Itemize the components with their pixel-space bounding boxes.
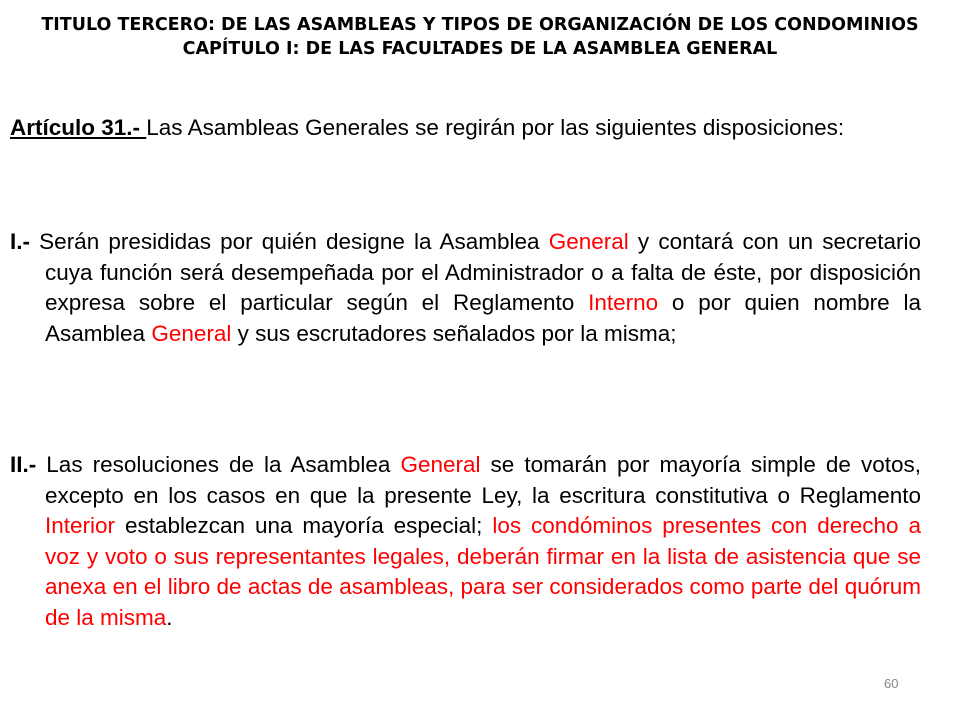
- article-label: Artículo 31.-: [10, 115, 147, 140]
- section-1-paragraph: [10, 227, 921, 349]
- section-2-paragraph: [10, 450, 921, 633]
- slide-title: [0, 13, 960, 61]
- section-1-text-c: o por quien nombre la Asamblea: [45, 290, 921, 346]
- section-1-highlight-c: General: [151, 320, 232, 346]
- section-1-text-d: y sus escrutadores señalados por la misma;: [231, 320, 677, 346]
- title-line-2: CAPÍTULO I: DE LAS FACULTADES DE LA ASAMBLEA GENERAL: [182, 39, 778, 59]
- section-1-highlight-b: Interno: [588, 290, 659, 315]
- article-31-paragraph: [10, 113, 921, 144]
- section-2-highlight-c: los condóminos presentes con derecho a voz y voto o sus representantes legales, deberán firmar en la lista de asistencia que se anexa en el libro de actas de asambleas, para ser considerados como parte del quórum de la misma: [45, 513, 921, 630]
- section-2-label: II.-: [10, 452, 47, 477]
- section-2-text-d: .: [166, 604, 173, 630]
- page-number: 60: [884, 676, 899, 691]
- article-text: Las Asambleas Generales se regirán por las siguientes disposiciones:: [146, 115, 845, 140]
- title-line-1: TITULO TERCERO: DE LAS ASAMBLEAS Y TIPOS DE ORGANIZACIÓN DE LOS CONDOMINIOS: [41, 15, 919, 35]
- section-2-text-a: Las resoluciones de la Asamblea: [46, 452, 401, 477]
- section-1-text-a: Serán presididas por quién designe la Asamblea: [39, 229, 549, 254]
- section-1-text-b: y contará con un secretario cuya función será desempeñada por el Administrador o a falta de éste, por disposición expresa sobre el particular según el Reglamento: [45, 229, 921, 315]
- section-2-text-c: establezcan una mayoría especial;: [115, 513, 493, 538]
- section-1-highlight-a: General: [548, 229, 629, 254]
- section-2-text-b: se tomarán por mayoría simple de votos, excepto en los casos en que la presente Ley, la escritura constitutiva o Reglamento: [45, 452, 921, 508]
- section-2-highlight-b: Interior: [45, 513, 116, 538]
- section-1-label: I.-: [10, 229, 40, 254]
- section-2-highlight-a: General: [400, 452, 481, 477]
